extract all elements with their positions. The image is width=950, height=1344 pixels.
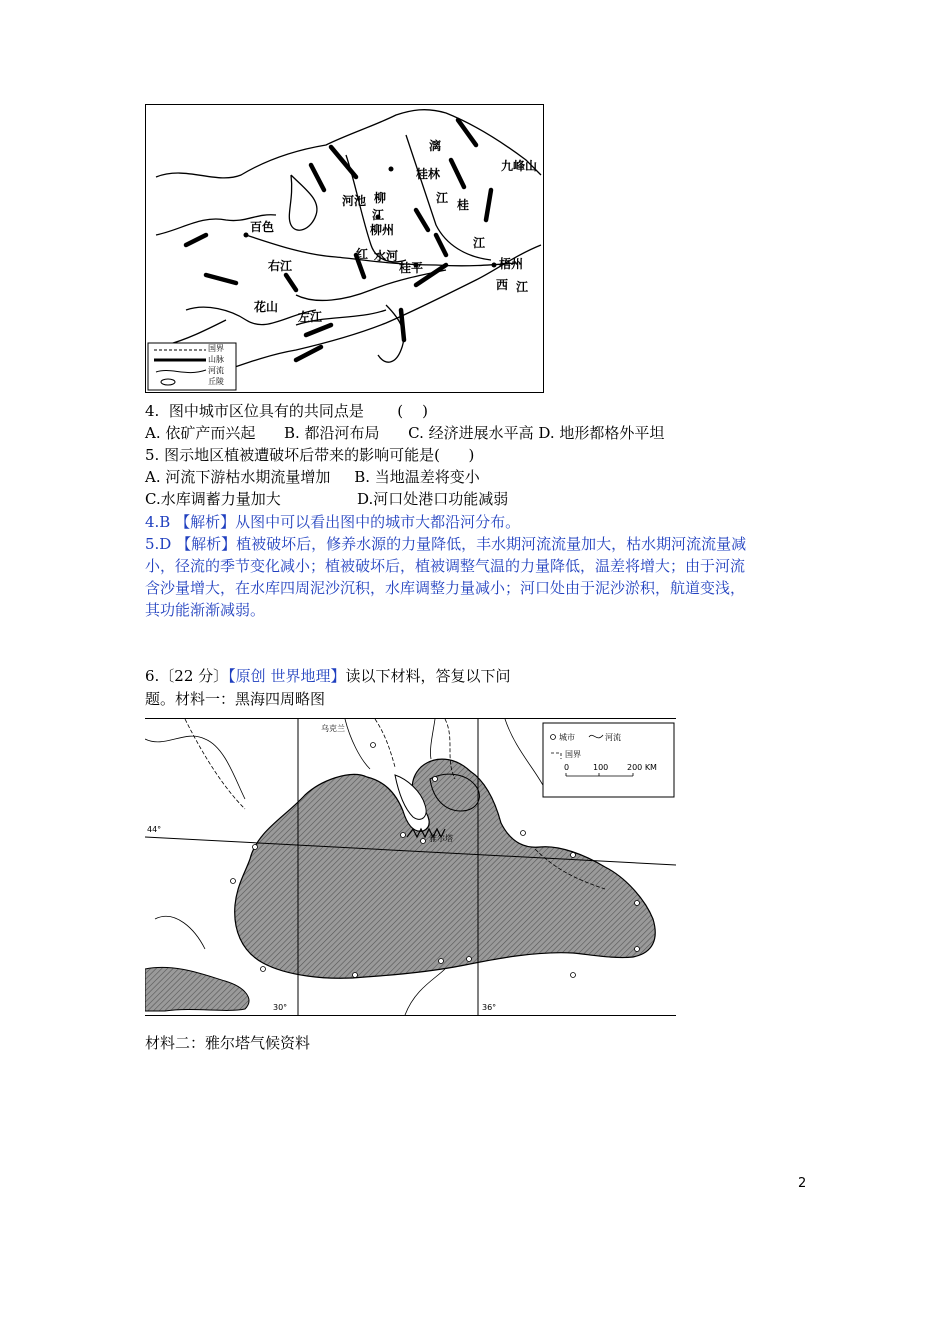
map-label-hechi: 河池 (342, 194, 367, 208)
map-label-xi: 西 (496, 278, 509, 292)
guangxi-river-map (145, 104, 544, 393)
map-label-shuihe: 水河 (374, 249, 399, 263)
answer-5-line-2: 小，径流的季节变化减小；植被破坏后，植被调整气温的力量降低，温差将增大；由于河流 (145, 557, 746, 575)
scale-100: 100 (593, 763, 609, 772)
map-label-wuzhou: 梧州 (499, 257, 524, 271)
page-number: 2 (798, 1176, 807, 1191)
map-label-jiang-3: 江 (516, 280, 529, 294)
map-label-liuzhou: 柳州 (370, 223, 395, 237)
question-6-material-1: 题。材料一：黑海四周略图 (145, 690, 326, 708)
answer-5-line-4: 其功能渐渐减弱。 (145, 601, 266, 619)
map-label-jiang-1: 江 (436, 191, 449, 205)
label-ukraine: 乌克兰 (321, 724, 345, 733)
question-6-text: 读以下材料，答复以下问 (345, 667, 511, 685)
map-label-hong: 红 (356, 247, 369, 261)
map-label-jiufengshan: 九峰山 (501, 159, 538, 173)
legend-river-2: 河流 (605, 733, 621, 742)
legend-hills: 丘陵 (208, 377, 224, 386)
map-label-youjiang: 右江 (268, 259, 293, 273)
map-label-guiping: 桂平 (399, 261, 424, 275)
answer-4: 4.B 【解析】从图中可以看出图中的城市大都沿河分布。 (145, 513, 521, 531)
map-label-huashan: 花山 (254, 300, 279, 314)
legend-city: 城市 (559, 733, 575, 742)
answer-5-line-1: 5.D 【解析】植被破坏后，修养水源的力量降低，丰水期河流流量加大，枯水期河流流量减 (145, 535, 747, 553)
answer-5-line-3: 含沙量增大，在水库四周泥沙沉积，水库调整力量减小；河口处由于泥沙淤积，航道变浅， (145, 579, 746, 597)
label-yalta: 雅尔塔 (429, 834, 453, 843)
longitude-36: 36° (482, 1003, 497, 1012)
question-5-options-cd: C.水库调蓄力量加大 D.河口处港口功能减弱 (145, 490, 509, 508)
question-4: 4. 图中城市区位具有的共同点是 ( ) (145, 402, 429, 420)
question-5-options-ab: A. 河流下游枯水期流量增加 B. 当地温差将变小 (145, 468, 480, 486)
scale-0: 0 (564, 763, 570, 772)
legend-border: 国界 (208, 344, 224, 353)
question-6 (145, 665, 510, 687)
question-4-options: A. 依矿产而兴起 B. 都沿河布局 C. 经济进展水平高 D. 地形都格外平坦 (145, 424, 665, 442)
legend-river: 河流 (208, 366, 224, 375)
legend-border-2: 国界 (565, 750, 581, 759)
map-label-liu: 柳 (374, 191, 387, 205)
scale-200: 200 KM (627, 763, 657, 772)
black-sea-map (145, 718, 676, 1016)
question-5: 5. 图示地区植被遭破坏后带来的影响可能是( ) (145, 446, 475, 464)
longitude-30: 30° (273, 1003, 288, 1012)
map-label-guilin: 桂林 (416, 167, 441, 181)
map-label-baise: 百色 (250, 220, 275, 234)
question-6-tag: 【原创 世界地理】 (228, 667, 346, 685)
map-label-jiang-2: 江 (473, 236, 486, 250)
question-6-prefix: 6.〔22 分〕 (145, 667, 229, 685)
map-label-li: 漓 (429, 139, 442, 153)
material-2: 材料二：雅尔塔气候资料 (145, 1034, 311, 1052)
map-label-zuojiang: 左江 (298, 310, 323, 324)
legend-mountain: 山脉 (208, 355, 224, 364)
map-label-gui: 桂 (457, 198, 470, 212)
latitude-44: 44° (147, 825, 162, 834)
map-label-jiang-4: 江 (372, 208, 385, 222)
